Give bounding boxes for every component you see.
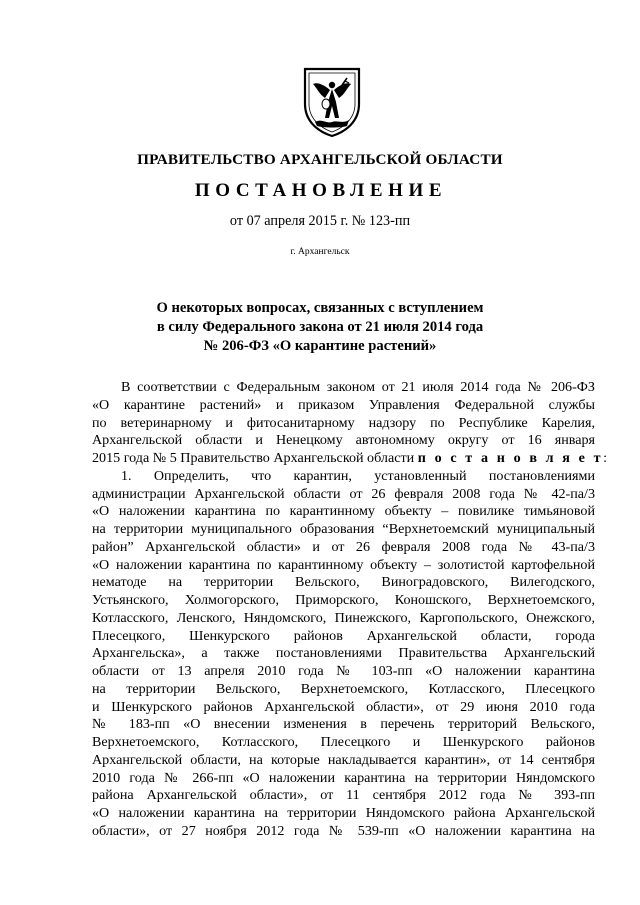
document-subject xyxy=(0,299,640,357)
body-line: «О карантине растений» и приказом Управления Федеральной службы xyxy=(92,396,595,413)
body-line: на территории муниципального образования “Верхнетоемский муниципальный xyxy=(92,521,595,537)
body-line: на территории Вельского, Верхнетоемского, Котласского, Плесецкого xyxy=(92,680,595,697)
body-line: области», от 27 ноября 2012 года № 539-пп «О наложении карантина на xyxy=(92,822,595,839)
body-line: «О наложении карантина по карантинному объекту – золотистой картофельной xyxy=(92,556,595,573)
document-body xyxy=(92,379,608,841)
body-line: «О наложении карантина по карантинному объекту – повилике тимьяновой xyxy=(92,503,595,520)
body-line: Архангельска», а также постановлениями Правительства Архангельский xyxy=(92,645,595,662)
body-line: Котласского, Ленского, Няндомского, Пинежского, Каргопольского, Онежского, xyxy=(92,609,595,626)
body-line-resolution xyxy=(92,450,608,468)
body-line: нематоде на территории Вельского, Виноградовского, Вилегодского, xyxy=(92,574,595,591)
body-line: и Шенкурского районов Архангельской области», от 29 июня 2010 года xyxy=(92,698,595,715)
body-line: «О наложении карантина на территории Няндомского района Архангельской xyxy=(92,805,595,821)
document-city: г. Архангельск xyxy=(290,247,350,257)
body-line: Плесецкого, Шенкурского районов Архангельской области, города xyxy=(92,627,595,644)
body-line: 2010 года № 266-пп «О наложении карантина на территории Няндомского xyxy=(92,769,595,786)
body-line: области от 13 апреля 2010 года № 103-пп «О наложении карантина xyxy=(92,663,595,679)
body-line: № 183-пп «О внесении изменения в перечень территорий Вельского, xyxy=(92,716,595,733)
body-line: администрации Архангельской области от 26 февраля 2008 года № 42-па/3 xyxy=(92,485,595,502)
body-line: Архангельской области, на которые накладывается карантин», от 14 сентября xyxy=(92,751,595,768)
resolves-word: п о с т а н о в л я е т xyxy=(417,450,604,466)
resolves-colon: : xyxy=(603,450,608,466)
body-line: 1. Определить, что карантин, установленный постановлениями xyxy=(121,467,595,484)
body-line-text: 2015 года № 5 Правительство Архангельской области xyxy=(92,450,415,466)
body-line: Архангельской области и Ненецкому автономному округу от 16 января xyxy=(92,432,595,449)
document-date-number: от 07 апреля 2015 г. № 123-пп xyxy=(229,213,411,229)
body-line: Верхнетоемского, Котласского, Плесецкого и Шенкурского районов xyxy=(92,734,595,750)
subject-line: в силу Федерального закона от 21 июля 2014 года xyxy=(156,319,484,336)
body-line: района Архангельской области», от 11 сентября 2012 года № 393-пп xyxy=(92,787,595,804)
coat-of-arms-emblem xyxy=(301,66,363,138)
subject-line: № 206-ФЗ «О карантине растений» xyxy=(203,338,437,355)
subject-line: О некоторых вопросах, связанных с вступлением xyxy=(156,300,484,316)
body-line: по ветеринарному и фитосанитарному надзору по Республике Карелия, xyxy=(92,414,595,431)
document-type-title: ПОСТАНОВЛЕНИЕ xyxy=(194,180,448,201)
body-line: В соответствии с Федеральным законом от 21 июля 2014 года № 206-ФЗ xyxy=(121,379,595,395)
body-line: Устьянского, Холмогорского, Приморского, Коношского, Верхнетоемского, xyxy=(92,592,595,608)
body-line: район” Архангельской области» и от 26 февраля 2008 года № 43-па/3 xyxy=(92,538,595,555)
government-title: ПРАВИТЕЛЬСТВО АРХАНГЕЛЬСКОЙ ОБЛАСТИ xyxy=(137,151,503,168)
